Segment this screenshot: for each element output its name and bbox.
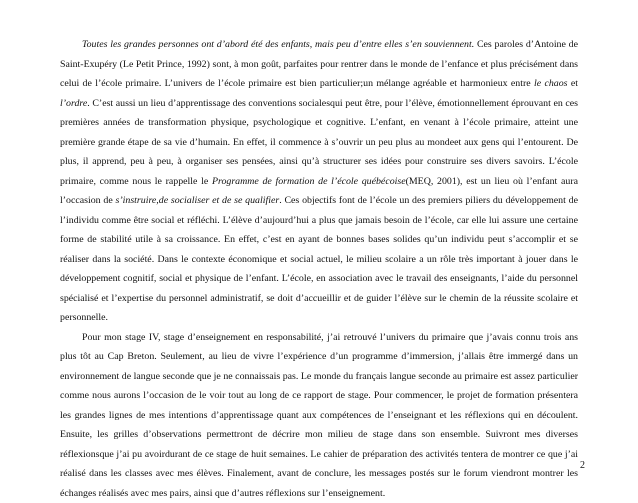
text-run: Pour mon stage IV, stage d’enseignement en responsabilité, j’ai retrouvé l’univers du primaire que j’avais connu trois ans plus tôt au Cap Breton. Seulement, au lieu de vivre l’expérience d’un programme d’immersion, j’allais être immergé dans un environnement de langue seconde que je ne connaissais pas. Le monde du français langue seconde au primaire est assez particulier comme nous aurons l’occasion de le voir tout au long de ce rapport de stage. Pour commencer, le projet de formation présentera les grandes lignes de mes intentions d’apprentissage quant aux compétences de l’enseignant et les réflexions qui en découlent. Ensuite, les grilles d’observations permettront de décrire mon milieu de stage dans son ensemble. Suivront mes diverses réflexionsque j’ai pu avoirdurant de ce stage de huit semaines. Le cahier de préparation des activités tentera de montrer ce que j’ai réalisé dans les classes avec mes élèves. Finalement, avant de conclure, les messages postés sur le forum viendront montrer les échanges réalisés avec mes pairs, ainsi que d’autres réflexions sur l’enseignement. <box>60 332 578 499</box>
text-run: . C’est aussi un lieu d’apprentissage des conventions socialesqui peut être, pour l’élève, émotionnellement éprouvant en ces premières années de transformation physique, psychologique et cognitive. L’enfant, en venant à l’école primaire, atteint une première grande étape de sa vie d’humain. En effet, il commence à s’ouvrir un peu plus au mondeet aux gens qui l’entourent. De plus, il apprend, peu à peu, à organiser ses pensées, ainsi qu’à structurer ses idées pour construire ses divers savoirs. L’école primaire, comme nous le rappelle le <box>60 98 578 187</box>
text-run: . Ces objectifs font de l’école un des premiers piliers du développement de l’individu comme être social et réfléchi. L’élève d’aujourd’hui a plus que jamais besoin de l’école, car elle lui assure une certaine forme de stabilité utile à sa croissance. En effet, c’est en ayant de bonnes bases solides qu’un individu peut s’accomplir et se réaliser dans la société. Dans le contexte économique et social actuel, le milieu scolaire a un rôle très important à jouer dans le développement cognitif, social et physique de l’enfant. L’école, en association avec le travail des enseignants, l’aide du personnel spécialisé et l’expertise du personnel administratif, se doit d’accueillir et de guider l’élève sur le chemin de la réussite scolaire et personnelle. <box>60 195 578 323</box>
emphasis-chaos: le chaos <box>534 78 568 89</box>
program-objectives: s’instruire,de socialiser et de se qualifier <box>116 195 280 206</box>
text-run: Ces paroles d’Antoine de Saint-Exupéry (Le Petit Prince, 1992) sont, à mon goût, parfaites pour rentrer dans le monde de l’enfance et plus précisément dans celui de l’école primaire. L’univers de l’école primaire est bien particulier;un mélange agréable et harmonieux entre <box>60 39 578 89</box>
text-run: (MEQ, 2001), est un lieu où l’enfant aura l’occasion de <box>60 176 578 207</box>
text-run: et <box>568 78 578 89</box>
epigraph-quote: Toutes les grandes personnes ont d’abord été des enfants, mais peu d’entre elles s’en souviennent. <box>82 39 474 50</box>
paragraph-stage <box>60 328 578 503</box>
page-number: 2 <box>565 460 585 471</box>
emphasis-ordre: l’ordre <box>60 98 87 109</box>
paragraph-intro <box>60 35 578 328</box>
body-text <box>60 35 578 503</box>
program-title: Programme de formation de l’école québécoise <box>212 176 406 187</box>
